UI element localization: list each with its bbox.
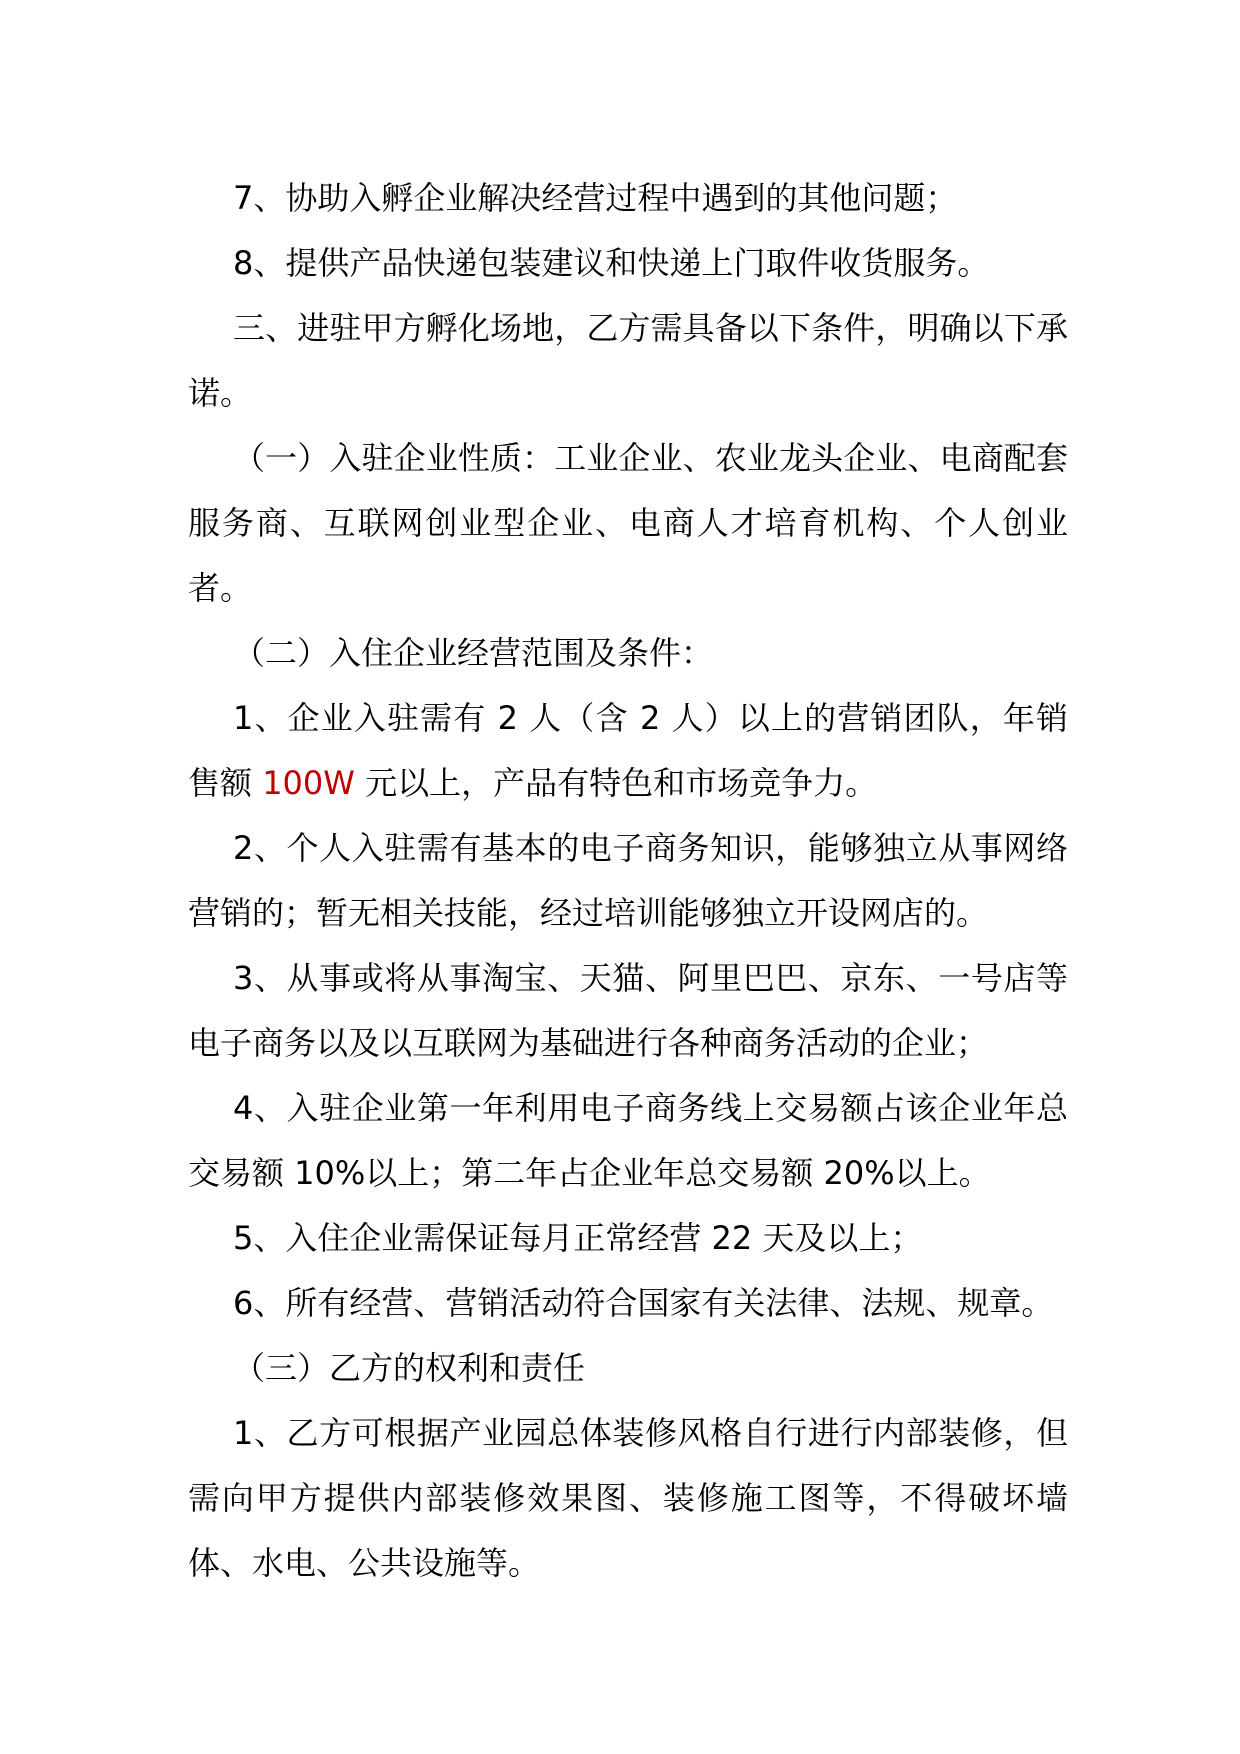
sales-amount-highlight: 100W <box>262 764 355 802</box>
condition-item-3: 3、从事或将从事淘宝、天猫、阿里巴巴、京东、一号店等电子商务以及以互联网为基础进行各种商务活动的企业； <box>188 959 1068 1062</box>
condition-item-2: 2、个人入驻需有基本的电子商务知识，能够独立从事网络营销的；暂无相关技能，经过培训能够独立开设网店的。 <box>188 829 1068 932</box>
subsection-rights-duties: （三）乙方的权利和责任 <box>233 1349 586 1387</box>
condition-item-5: 5、入住企业需保证每月正常经营 22 天及以上； <box>233 1219 923 1257</box>
paragraph-item-7: 7、协助入孵企业解决经营过程中遇到的其他问题； <box>233 179 958 217</box>
document-page <box>188 166 1068 1596</box>
condition-item-4: 4、入驻企业第一年利用电子商务线上交易额占该企业年总交易额 10%以上；第二年占企业年总交易额 20%以上。 <box>188 1089 1068 1192</box>
subsection-enterprise-nature: （一）入驻企业性质：工业企业、农业龙头企业、电商配套服务商、互联网创业型企业、电商人才培育机构、个人创业者。 <box>188 439 1068 607</box>
rights-item-1: 1、乙方可根据产业园总体装修风格自行进行内部装修，但需向甲方提供内部装修效果图、装修施工图等，不得破坏墙体、水电、公共设施等。 <box>188 1414 1068 1582</box>
paragraph-item-8: 8、提供产品快递包装建议和快递上门取件收货服务。 <box>233 244 990 282</box>
condition-item-1-before: 1、企业入驻需有 2 人（含 2 人）以上的营销团队，年销售额 <box>188 699 1068 802</box>
condition-item-6: 6、所有经营、营销活动符合国家有关法律、法规、规章。 <box>233 1284 1054 1322</box>
condition-item-1-after: 元以上，产品有特色和市场竞争力。 <box>354 764 878 802</box>
subsection-business-scope: （二）入住企业经营范围及条件： <box>233 634 714 672</box>
condition-item-1 <box>188 686 1068 816</box>
section-heading-3: 三、进驻甲方孵化场地，乙方需具备以下条件，明确以下承诺。 <box>188 309 1068 412</box>
